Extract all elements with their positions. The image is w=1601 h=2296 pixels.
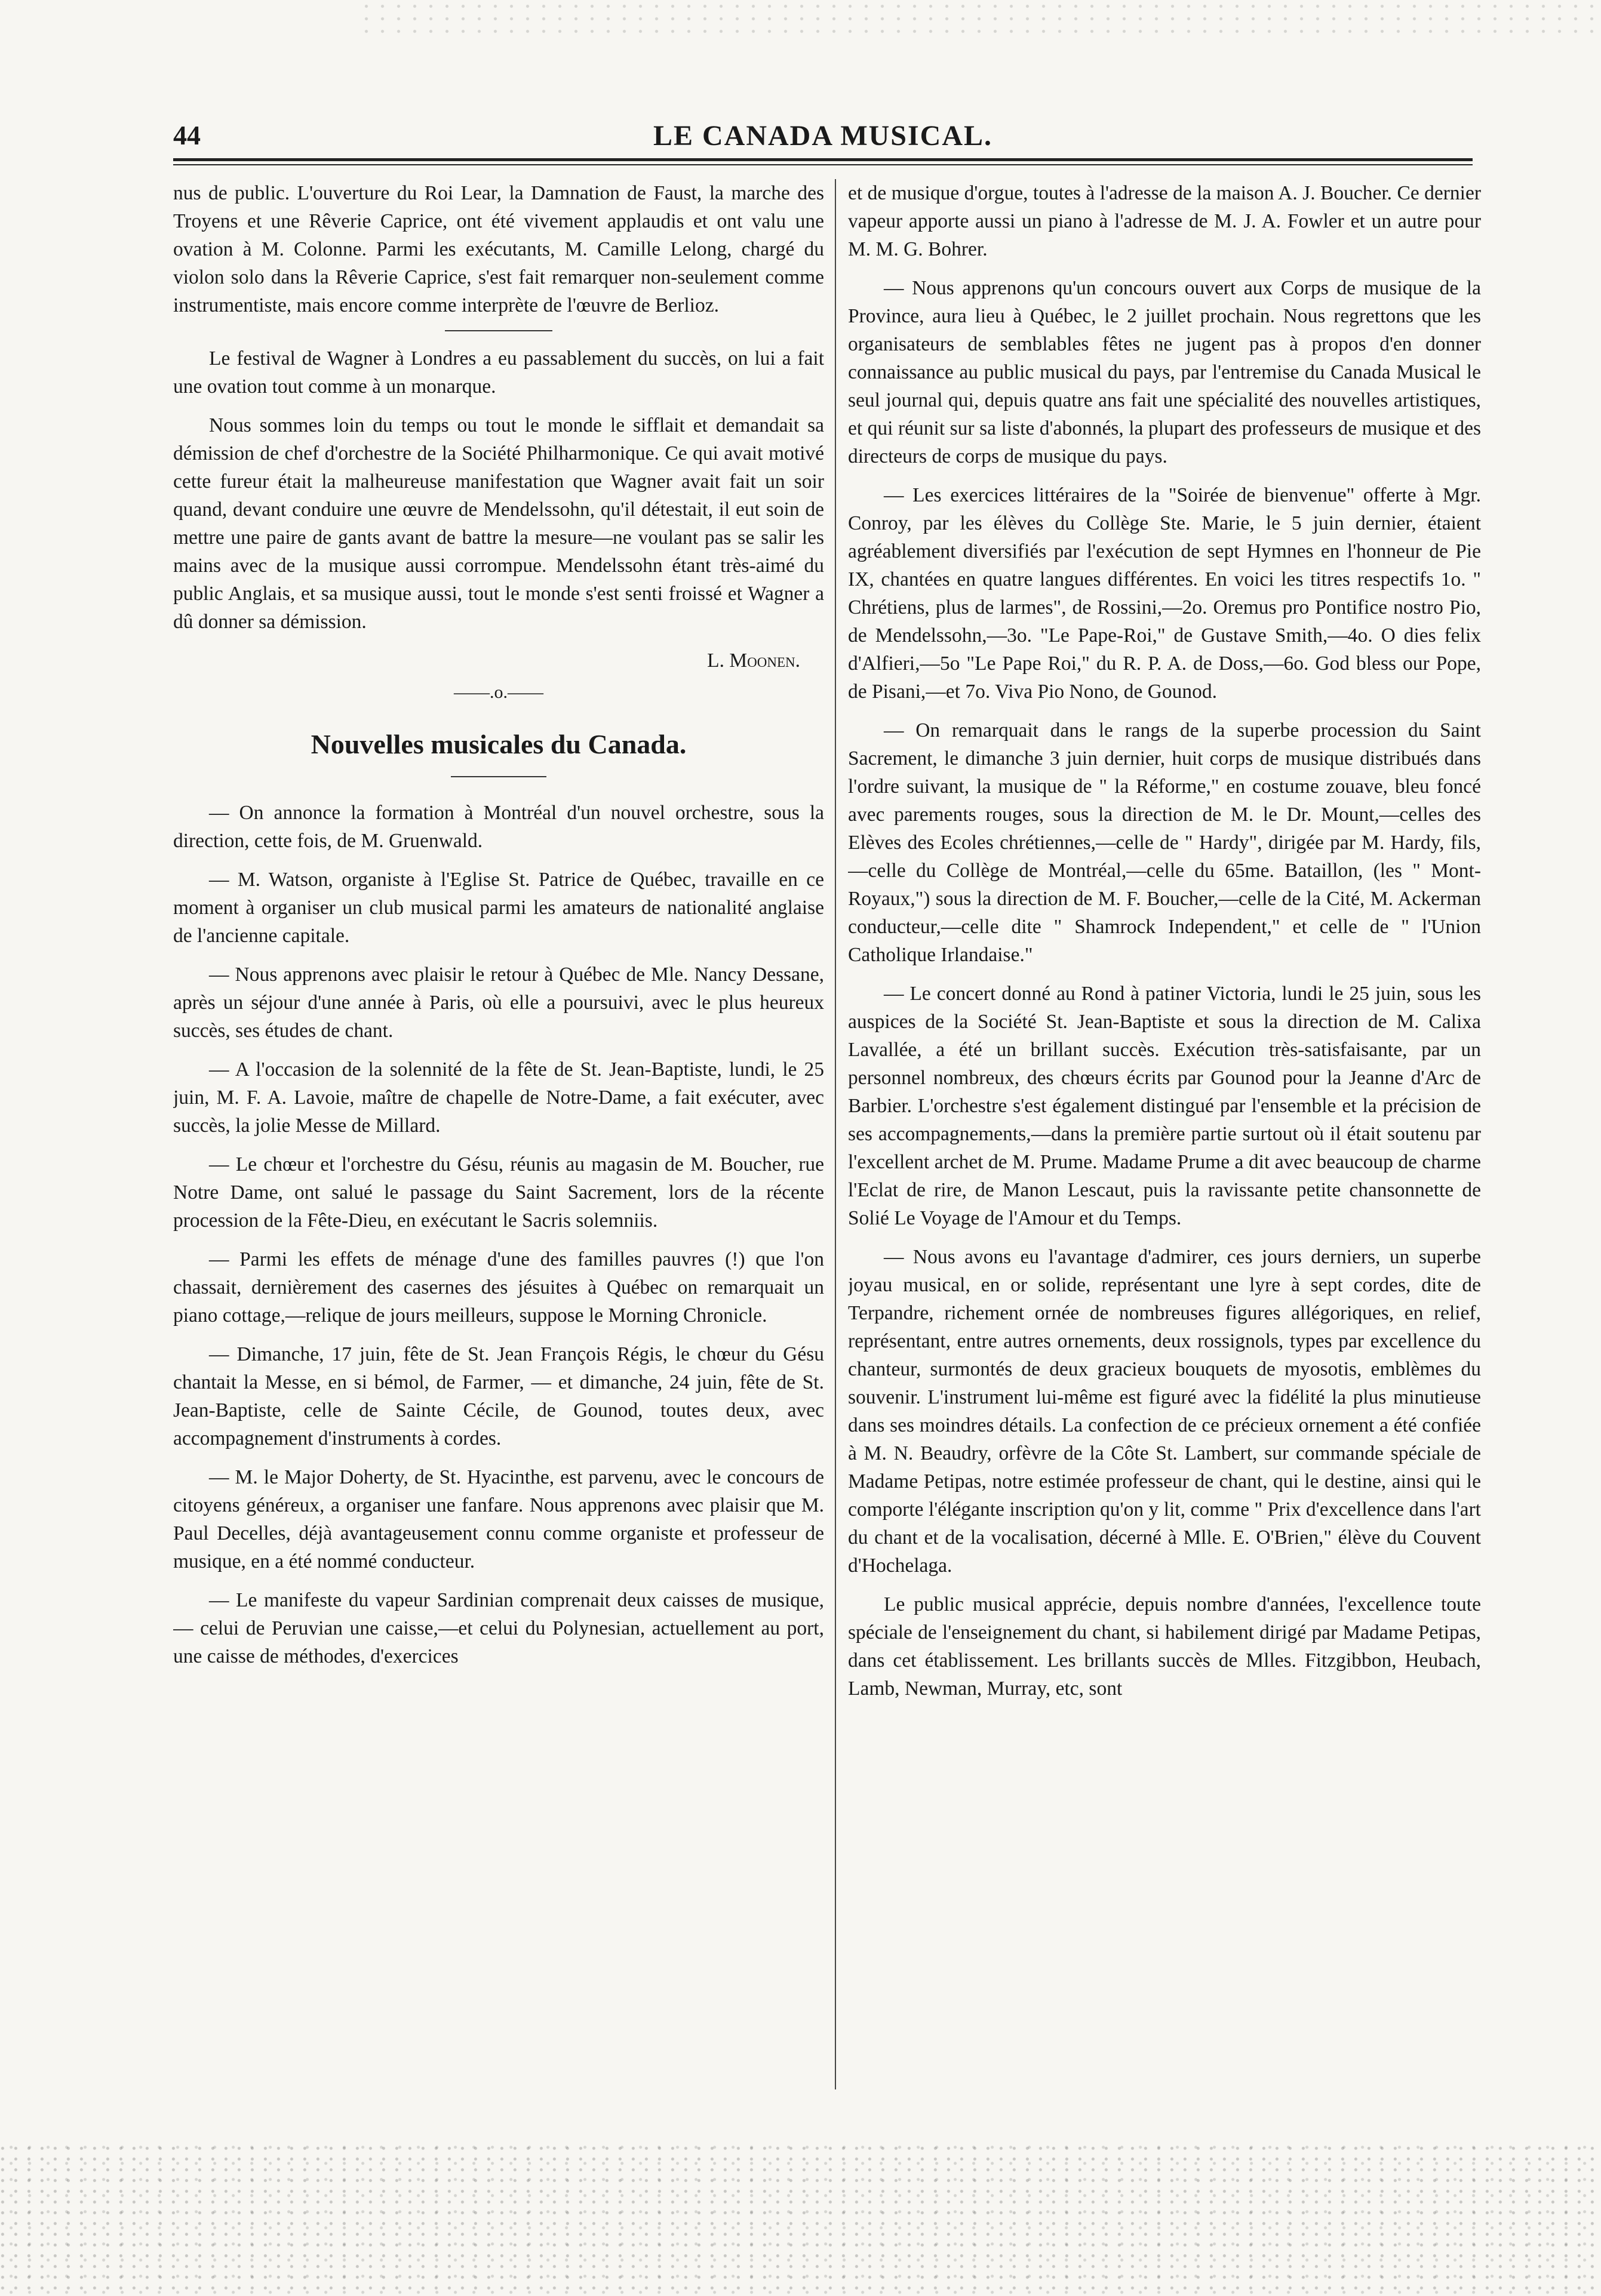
news-item: — Le manifeste du vapeur Sardinian comprenait deux caisses de musique, — celui de Peruvian une caisse,—et celui du Polynesian, actuellement au port, une caisse de méthodes, d'exercices — [173, 1589, 824, 1667]
right-column — [848, 179, 1481, 2123]
paper-noise-bottom — [0, 2141, 1601, 2296]
news-item: — A l'occasion de la solennité de la fête de St. Jean-Baptiste, lundi, le 25 juin, M. F. A. Lavoie, maître de chapelle de Notre-Dame, a fait exécuter, avec succès, la jolie Messe de Millard. — [173, 1058, 824, 1137]
news-item: et de musique d'orgue, toutes à l'adresse de la maison A. J. Boucher. Ce dernier vapeur apporte aussi un piano à l'adresse de M. J. A. Fowler et un autre pour M. M. G. Bohrer. — [848, 182, 1481, 260]
news-item: — On remarquait dans le rangs de la superbe procession du Saint Sacrement, le dimanche 3 juin dernier, huit corps de musique distribués dans l'ordre suivant, la musique de " la Réforme," en costume zouave, bleu foncé avec parements rouges, sous la direction de M. le Dr. Mount,—celles des Elèves des Ecoles chrétiennes,—celle de " Hardy", dirigée par M. Hardy, fils,—celle du Collège de Montréal,—celle du 65me. Bataillon, (les " Mont-Royaux,") sous la direction de M. F. Boucher,—celle de la Cité, M. Ackerman conducteur,—celle dite " Shamrock Independent," et celle de " l'Union Catholique Irlandaise." — [848, 719, 1481, 966]
header-rule-thin — [173, 164, 1473, 165]
news-item: — Dimanche, 17 juin, fête de St. Jean François Régis, le chœur du Gésu chantait la Messe, en si bémol, de Farmer, — et dimanche, 24 juin, fête de St. Jean-Baptiste, celle de Sainte Cécile, de Gounod, toutes deux, avec accompagnement d'instruments à cordes. — [173, 1343, 824, 1449]
section-title: Nouvelles musicales du Canada. — [311, 729, 687, 759]
author-signature: L. Moonen. — [707, 650, 800, 672]
article-paragraph: Le festival de Wagner à Londres a eu passablement du succès, on lui a fait une ovation tout comme à un monarque. — [173, 347, 824, 398]
news-item: — On annonce la formation à Montréal d'un nouvel orchestre, sous la direction, cette fois, de M. Gruenwald. — [173, 802, 824, 852]
news-item: — Parmi les effets de ménage d'une des familles pauvres (!) que l'on chassait, dernièrement des casernes des jésuites à Québec on remarquait un piano cottage,—relique de jours meilleurs, suppose le Morning Chronicle. — [173, 1248, 824, 1326]
news-item: Le public musical apprécie, depuis nombre d'années, l'excellence toute spéciale de l'enseignement du chant, si habilement dirigé par Madame Petipas, dans cet établissement. Les brillants succès de Mlles. Fitzgibbon, Heubach, Lamb, Newman, Murray, etc, sont — [848, 1593, 1481, 1700]
article-paragraph: Nous sommes loin du temps ou tout le monde le sifflait et demandait sa démission de chef d'orchestre de la Société Philharmonique. Ce qui avait motivé cette fureur était la malheureuse manifestation que Wagner avait fait un soir quand, devant conduire une œuvre de Mendelssohn, qu'il détestait, il eut soin de mettre une paire de gants avant de battre la mesure—ne voulant pas se salir les mains avec de la musique aussi corrompue. Mendelssohn étant très-aimé du public Anglais, et sa musique aussi, tout le monde s'est senti froissé et Wagner a dû donner sa démission. — [173, 414, 824, 633]
page-number: 44 — [173, 120, 201, 150]
news-item: — Le chœur et l'orchestre du Gésu, réunis au magasin de M. Boucher, rue Notre Dame, ont salué le passage du Saint Sacrement, lors de la récente procession de la Fête-Dieu, en exécutant le Sacris solemniis. — [173, 1153, 824, 1232]
separator-line — [445, 330, 552, 331]
news-item: — Nous avons eu l'avantage d'admirer, ces jours derniers, un superbe joyau musical, en or solide, représentant une lyre à sept cordes, dite de Terpandre, richement ornée de nombreuses figures allégoriques, en relief, représentant, entre autres ornements, deux rossignols, types par excellence du chanteur, surmontés de deux gracieux bouquets de myosotis, emblèmes du souvenir. L'instrument lui-même est figuré avec la fidélité la plus minutieuse dans ses moindres détails. La confection de ce précieux ornement a été confiée à M. N. Beaudry, orfèvre de la Côte St. Lambert, sur commande spéciale de Madame Petipas, notre estimée professeur de chant, qui le destine, ainsi qui le comporte l'élégante inscription qu'on y lit, comme " Prix d'excellence dans l'art du chant et de la vocalisation, décerné à Mlle. E. O'Brien," élève du Couvent d'Hochelaga. — [848, 1246, 1481, 1577]
separator-line — [451, 776, 546, 777]
left-column — [173, 179, 824, 2123]
column-divider — [835, 179, 836, 2089]
header-rule — [173, 158, 1473, 161]
news-item: — M. Watson, organiste à l'Eglise St. Patrice de Québec, travaille en ce moment à organiser un club musical parmi les amateurs de nationalité anglaise de l'ancienne capitale. — [173, 869, 824, 947]
news-item: — Nous apprenons qu'un concours ouvert aux Corps de musique de la Province, aura lieu à Québec, le 2 juillet prochain. Nous regrettons que les organisateurs de semblables fêtes ne jugent pas à propos d'en donner connaissance au public musical du pays, par l'entremise du Canada Musical le seul journal qui, depuis quatre ans fait une spécialité des nouvelles artistiques, et qui réunit sur sa liste d'abonnés, la plupart des professeurs de musique et des directeurs de corps de musique du pays. — [848, 277, 1481, 467]
news-item: — Le concert donné au Rond à patiner Victoria, lundi le 25 juin, sous les auspices de la Société St. Jean-Baptiste et sous la direction de M. Calixa Lavallée, a été un brillant succès. Exécution très-satisfaisante, par un personnel nombreux, des chœurs écrits par Gounod pour la Jeanne d'Arc de Barbier. L'orchestre s'est également distingué par l'ensemble et la précision de ses accompagnements,—dans la première partie surtout où il était soutenu par l'excellent archet de M. Prume. Madame Prume a dit avec beaucoup de charme l'Eclat de rire, de Manon Lescaut, puis la ravissante petite chansonnette de Solié Le Voyage de l'Amour et du Temps. — [848, 983, 1481, 1229]
news-item: — Nous apprenons avec plaisir le retour à Québec de Mle. Nancy Dessane, après un séjour d'une année à Paris, où elle a poursuivi, avec le plus heureux succès, ses études de chant. — [173, 964, 824, 1042]
news-item: — Les exercices littéraires de la "Soirée de bienvenue" offerte à Mgr. Conroy, par les élèves du Collège Ste. Marie, le 5 juin dernier, étaient agréablement diversifiés par l'exécution de sept Hymnes en l'honneur de Pie IX, chantées en quatre langues différentes. En voici les titres respectifs 1o. " Chrétiens, plus de larmes", de Rossini,—2o. Oremus pro Pontifice nostro Pio, de Mendelssohn,—3o. "Le Pape-Roi," de Gustave Smith,—4o. O dies felix d'Alfieri,—5o "Le Pape Roi," du R. P. A. de Doss,—6o. God bless our Pope, de Pisani,—et 7o. Viva Pio Nono, de Gounod. — [848, 484, 1481, 703]
news-item: — M. le Major Doherty, de St. Hyacinthe, est parvenu, avec le concours de citoyens généreux, a organiser une fanfare. Nous apprenons avec plaisir que M. Paul Decelles, déjà avantageusement connu comme organiste et professeur de musique, en a été nommé conducteur. — [173, 1466, 824, 1572]
article-paragraph: nus de public. L'ouverture du Roi Lear, la Damnation de Faust, la marche des Troyens et une Rêverie Caprice, ont été vivement applaudis et ont valu une ovation à M. Colonne. Parmi les exécutants, M. Camille Lelong, chargé du violon solo dans la Rêverie Caprice, s'est fait remarquer non-seulement comme instrumentiste, mais encore comme interprète de l'œuvre de Berlioz. — [173, 182, 824, 316]
section-separator: ——.o.—— — [454, 682, 543, 702]
paper-noise-top — [358, 0, 1601, 36]
running-title: LE CANADA MUSICAL. — [653, 120, 993, 152]
page-header — [173, 119, 1473, 155]
